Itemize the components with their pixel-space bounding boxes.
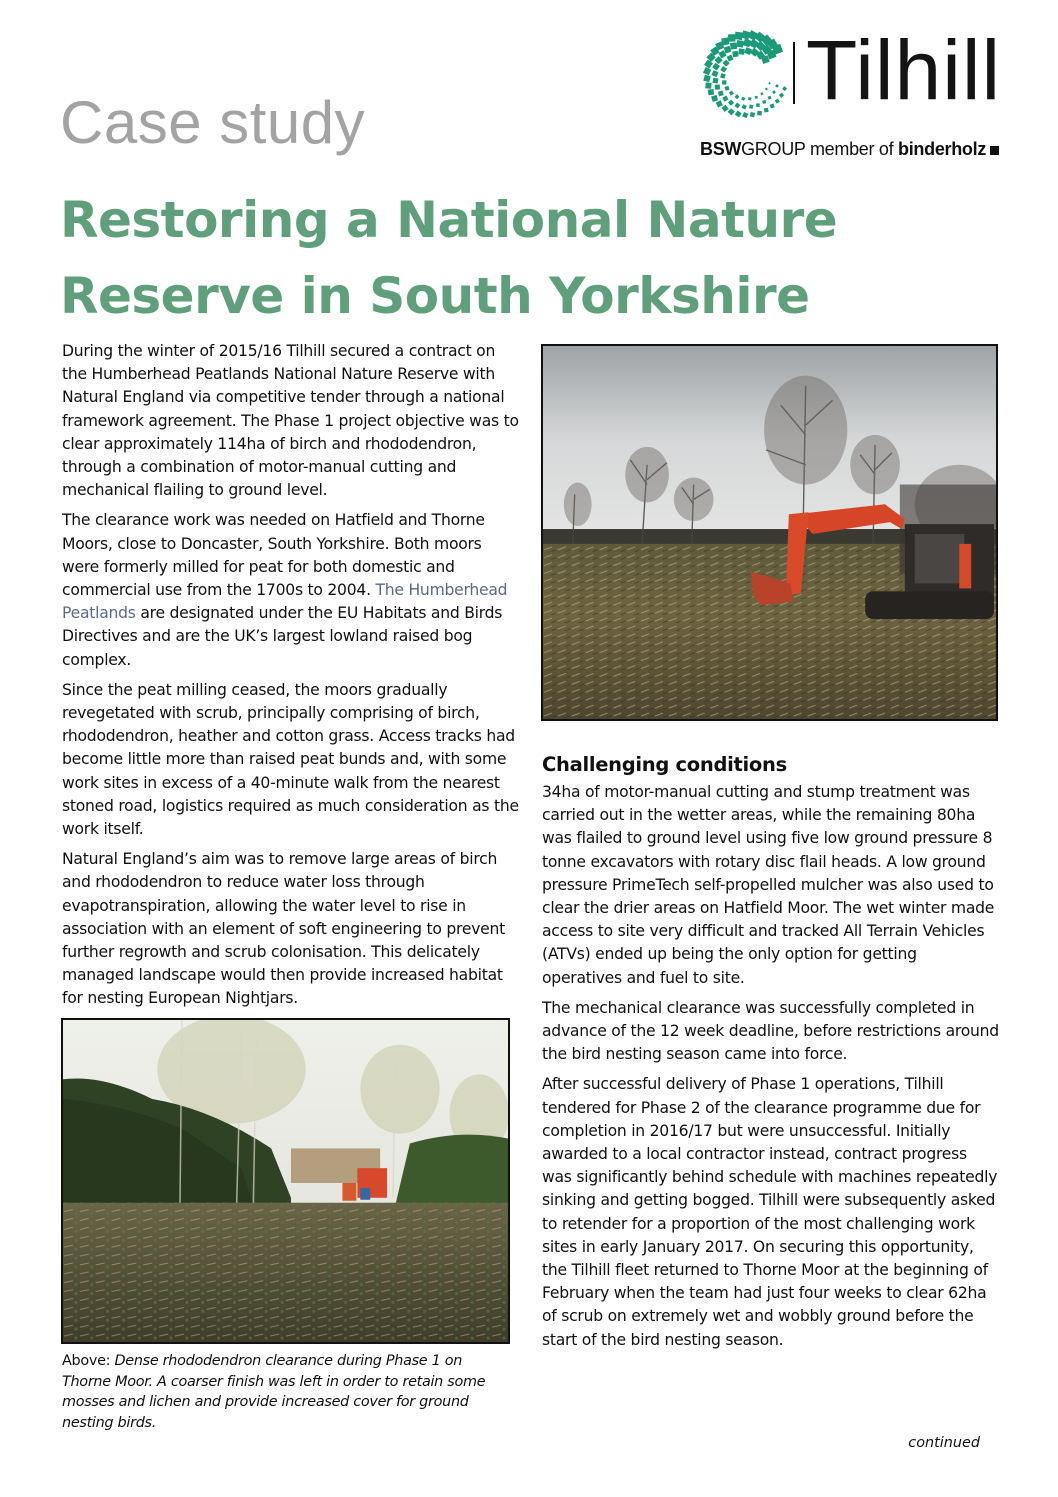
logo-dot [712, 63, 720, 71]
excavator-flail-photo [541, 344, 998, 721]
logo-dot [728, 100, 734, 106]
logo-dot [748, 97, 752, 101]
logo-dot [729, 91, 734, 96]
logo-dot [757, 111, 762, 116]
logo-dot [715, 85, 720, 90]
paragraph: During the winter of 2015/16 Tilhill secured a contract on the Humberhead Peatlands National Nature Reserve with Natural England via competitive tender through a national framework agreement. The Phase 1 project objective was to clear approximately 114ha of birch and rhododendron, through a combination of motor-manual cutting and mechanical flailing to ground level. [62, 342, 519, 500]
paragraph: The mechanical clearance was successfully completed in advance of the 12 week deadline, before restrictions around the bird nesting season came into force. [542, 998, 999, 1064]
logo-dot [764, 108, 769, 113]
logo-dot [768, 96, 772, 100]
logo-dot [750, 112, 755, 117]
paragraph: After successful delivery of Phase 1 operations, Tilhill tendered for Phase 2 of the clearance programme due for completion in 2016/17 but were unsuccessful. Initially awarded to a local contractor instead, contract progress was significantly behind schedule with machines repeatedly sinking and getting bogged. Tilhill were subsequently asked to retender for a proportion of the most challenging work sites in early January 2017. On securing this opportunity, the Tilhill fleet returned to Thorne Moor at the beginning of February when the team had just four weeks to clear 62ha of scrub on extremely wet and wobbly ground before the start of the bird nesting season. [542, 1075, 998, 1349]
logo-dot [742, 104, 747, 109]
logo-dot [734, 103, 740, 109]
logo-dot [768, 82, 771, 85]
right-column [542, 752, 1000, 1359]
left-column [62, 340, 520, 1018]
logo-dot [760, 92, 763, 95]
logo-dot [755, 96, 758, 99]
logo-divider [793, 42, 795, 104]
logo-dot [735, 111, 742, 118]
logo-dot [728, 108, 735, 115]
continued-label: continued [908, 1435, 980, 1451]
logo-dot [722, 80, 726, 84]
logo-dot [708, 89, 714, 95]
page-title-line-1: Restoring a National Nature [60, 191, 838, 249]
logo-dot [738, 48, 744, 54]
logo-dot [716, 100, 723, 107]
logo-wordmark: Tilhill [806, 23, 1002, 117]
logo-dot [711, 70, 718, 77]
logo-dot [744, 47, 752, 55]
logo-dot [765, 88, 768, 91]
logo-dot [762, 100, 766, 104]
logo-dot [770, 103, 775, 108]
paragraph: Since the peat milling ceased, the moors gradually revegetated with scrub, principally comprising of birch, rhododendron, heather and cotton grass. Access tracks had become little more than raised peat bunds and, with some work sites in excess of a 40-minute walk from the nearest stoned road, logistics required as much consideration as the work itself. [62, 680, 519, 839]
logo-tagline [700, 138, 999, 160]
logo-dot [718, 90, 724, 96]
page-title [60, 182, 1020, 334]
logo-dot [732, 51, 738, 57]
page-title-line-2: Reserve in South Yorkshire [60, 267, 810, 325]
logo-dot [741, 97, 745, 101]
tagline-binderholz: binderholz [898, 139, 987, 159]
logo-dot [736, 40, 743, 47]
logo-dot [756, 103, 760, 107]
case-study-label: Case study [60, 89, 366, 156]
square-icon [990, 146, 999, 155]
paragraph [62, 509, 520, 671]
paragraph-text: are designated under the EU Habitats and Birds Directives and are the UK’s largest lowland raised bog complex. [62, 604, 503, 669]
logo-dot [705, 82, 711, 88]
logo-dot [782, 86, 787, 91]
logo-dot [775, 84, 779, 88]
logo-dot [734, 32, 742, 40]
logo-dot [722, 95, 728, 101]
tagline-bsw: BSW [700, 139, 742, 159]
logo-dot [727, 55, 734, 62]
logo-dot [742, 112, 748, 118]
photo-caption [62, 1351, 512, 1433]
logo-dot [749, 104, 753, 108]
logo-dot [721, 105, 728, 112]
paragraph: Natural England’s aim was to remove large areas of birch and rhododendron to reduce water loss through evapotranspiration, allowing the water level to rise in association with an element of soft engineering to prevent further regrowth and scrub colonisation. This delicately managed landscape would then provide increased habitat for nesting European Nightjars. [62, 850, 506, 1008]
paragraph-text: The clearance work was needed on Hatfield and Thorne Moors, close to Doncaster, South Yorkshire. Both moors were formerly milled for peat for both domestic and commercial use from the 1700s to 2004. [62, 511, 485, 600]
logo-dot [779, 93, 784, 98]
logo-dot [725, 86, 730, 91]
tilhill-dotted-ring-icon [702, 30, 792, 120]
tagline-group: GROUP member of [741, 139, 899, 159]
logo-dot [712, 78, 718, 84]
logo-dot [720, 73, 726, 79]
logo-dot [720, 66, 727, 73]
logo-dot [703, 67, 711, 75]
logo-dot [728, 34, 736, 42]
section-heading: Challenging conditions [542, 753, 787, 776]
logo-dot [711, 95, 718, 102]
logo-dot [743, 39, 752, 48]
rhododendron-clearance-photo [61, 1018, 510, 1344]
logo-dot [772, 90, 776, 94]
caption-lead: Above: [62, 1353, 115, 1369]
logo-dot [703, 75, 710, 82]
paragraph: 34ha of motor-manual cutting and stump treatment was carried out in the wetter areas, while the remaining 80ha was flailed to ground level using five low ground pressure 8 tonne excavators with rotary disc flail heads. A low ground pressure PrimeTech self-propelled mulcher was also used to clear the drier areas on Hatfield Moor. The wet winter made access to site very difficult and tracked All Terrain Vehicles (ATVs) ended up being the only option for getting operatives and fuel to site. [542, 783, 995, 987]
humberhead-peatlands-link[interactable]: The Humberhead Peatlands [62, 581, 508, 623]
logo-dot [735, 94, 740, 99]
logo-dot [730, 42, 737, 49]
caption-text: Dense rhododendron clearance during Phase 1 on Thorne Moor. A coarser finish was left in order to retain some mosses and lichen and provide increased cover for ground nesting birds. [62, 1353, 486, 1431]
logo-dot [775, 99, 780, 104]
